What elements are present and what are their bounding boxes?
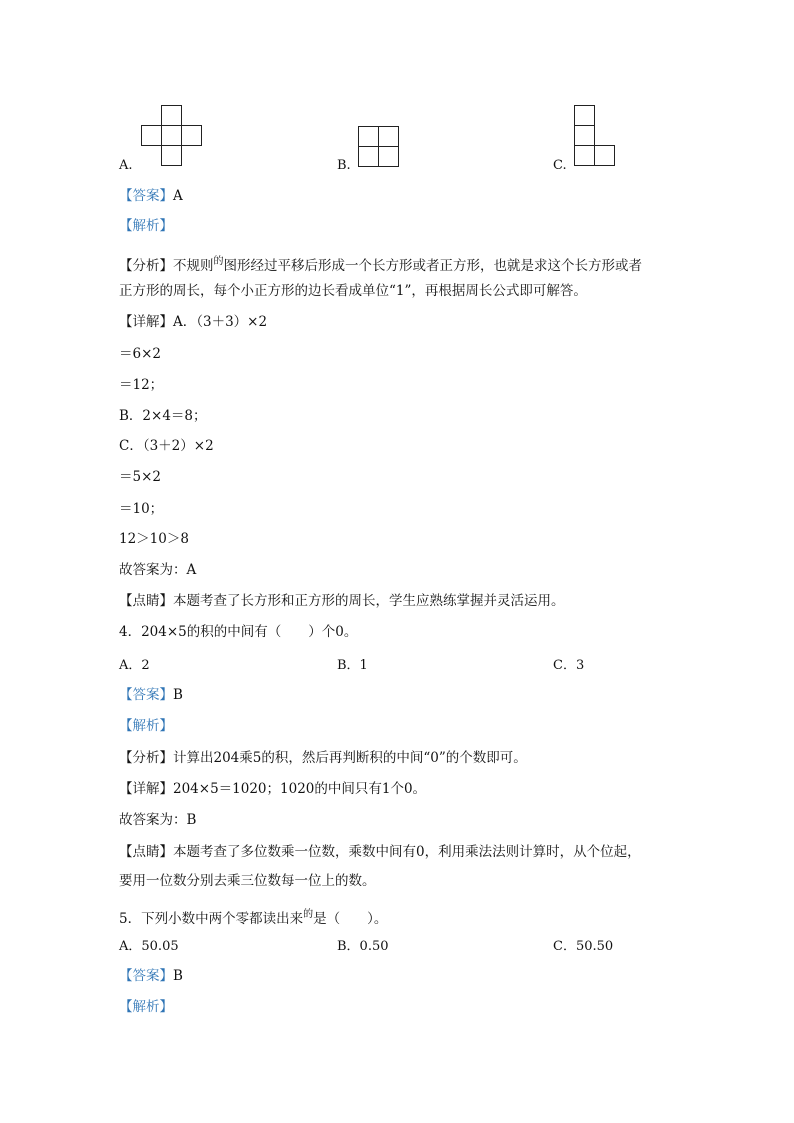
xiangjie-text: A．（3＋3）×2 <box>173 314 268 330</box>
q5-answer <box>119 967 183 985</box>
q3-line-8: 12＞10＞8 <box>119 531 189 547</box>
q3-line-7: ＝10； <box>119 501 164 517</box>
q3-line-4: B．2×4＝8； <box>119 408 207 424</box>
fenxi-text: 计算出204乘5的积，然后再判断积的中间“0”的个数即可。 <box>173 750 527 766</box>
q5-option-c: C．50.50 <box>553 939 614 954</box>
stem-text-b: 是（ ）。 <box>313 911 388 927</box>
answer-value: B <box>173 968 183 984</box>
answer-tag: 【答案】 <box>119 968 173 984</box>
stem-sup: 的 <box>303 909 314 920</box>
xiangjie-tag: 【详解】 <box>119 314 173 330</box>
q3-line-2: ＝6×2 <box>119 346 161 362</box>
stem-text-a: 5．下列小数中两个零都读出来 <box>119 911 304 927</box>
dianjing-tag: 【点睛】 <box>119 844 173 860</box>
q4-dianjing-line-1 <box>119 843 641 861</box>
q4-stem: 4．204×5的积的中间有（ ）个0。 <box>119 624 358 640</box>
q3-fenxi-line-1 <box>119 253 642 275</box>
dianjing-text: 本题考查了多位数乘一位数，乘数中间有0，利用乘法法则计算时，从个位起， <box>173 844 641 860</box>
q4-option-c: C．3 <box>553 658 585 673</box>
dianjing-tag: 【点睛】 <box>119 593 173 609</box>
figure-b-square-grid <box>358 126 402 170</box>
answer-value: B <box>173 687 183 703</box>
q4-fenxi <box>119 749 527 767</box>
q3-result: 故答案为：A <box>119 562 197 578</box>
figure-b-label: B. <box>337 158 351 173</box>
q3-analysis-tag: 【解析】 <box>119 218 173 234</box>
q3-dianjing <box>119 592 565 610</box>
figure-a-cross-net <box>140 105 204 169</box>
figure-c-l-shape <box>574 105 618 169</box>
q4-analysis-tag: 【解析】 <box>119 718 173 734</box>
answer-tag: 【答案】 <box>119 687 173 703</box>
q3-fenxi-line-2: 正方形的周长，每个小正方形的边长看成单位“1”，再根据周长公式即可解答。 <box>119 283 587 299</box>
xiangjie-text: 204×5＝1020；1020的中间只有1个0。 <box>173 781 427 797</box>
q4-option-a: A．2 <box>119 658 150 673</box>
fenxi-tag: 【分析】 <box>119 750 173 766</box>
q4-option-b: B．1 <box>337 658 368 673</box>
q3-xiangjie-line-1 <box>119 313 267 331</box>
q3-line-3: ＝12； <box>119 377 164 393</box>
q4-result: 故答案为：B <box>119 812 197 828</box>
fenxi-sup: 的 <box>213 256 224 267</box>
fenxi-text-b: 图形经过平移后形成一个长方形或者正方形，也就是求这个长方形或者 <box>223 258 642 274</box>
q4-xiangjie <box>119 780 426 798</box>
figure-c-label: C. <box>553 158 567 173</box>
q4-answer <box>119 686 183 704</box>
q5-option-b: B．0.50 <box>337 939 389 954</box>
q4-dianjing-line-2: 要用一位数分别去乘三位数每一位上的数。 <box>119 873 376 889</box>
figure-a-label: A. <box>119 158 133 173</box>
xiangjie-tag: 【详解】 <box>119 781 173 797</box>
q3-answer <box>119 187 183 205</box>
q5-stem <box>119 906 387 928</box>
fenxi-text-a: 不规则 <box>173 258 214 274</box>
answer-value: A <box>173 188 183 204</box>
q5-option-a: A．50.05 <box>119 939 179 954</box>
q3-line-5: C．（3＋2）×2 <box>119 438 214 454</box>
answer-tag: 【答案】 <box>119 188 173 204</box>
dianjing-text: 本题考查了长方形和正方形的周长，学生应熟练掌握并灵活运用。 <box>173 593 565 609</box>
q3-line-6: ＝5×2 <box>119 469 161 485</box>
fenxi-tag: 【分析】 <box>119 258 173 274</box>
q5-analysis-tag: 【解析】 <box>119 999 173 1015</box>
